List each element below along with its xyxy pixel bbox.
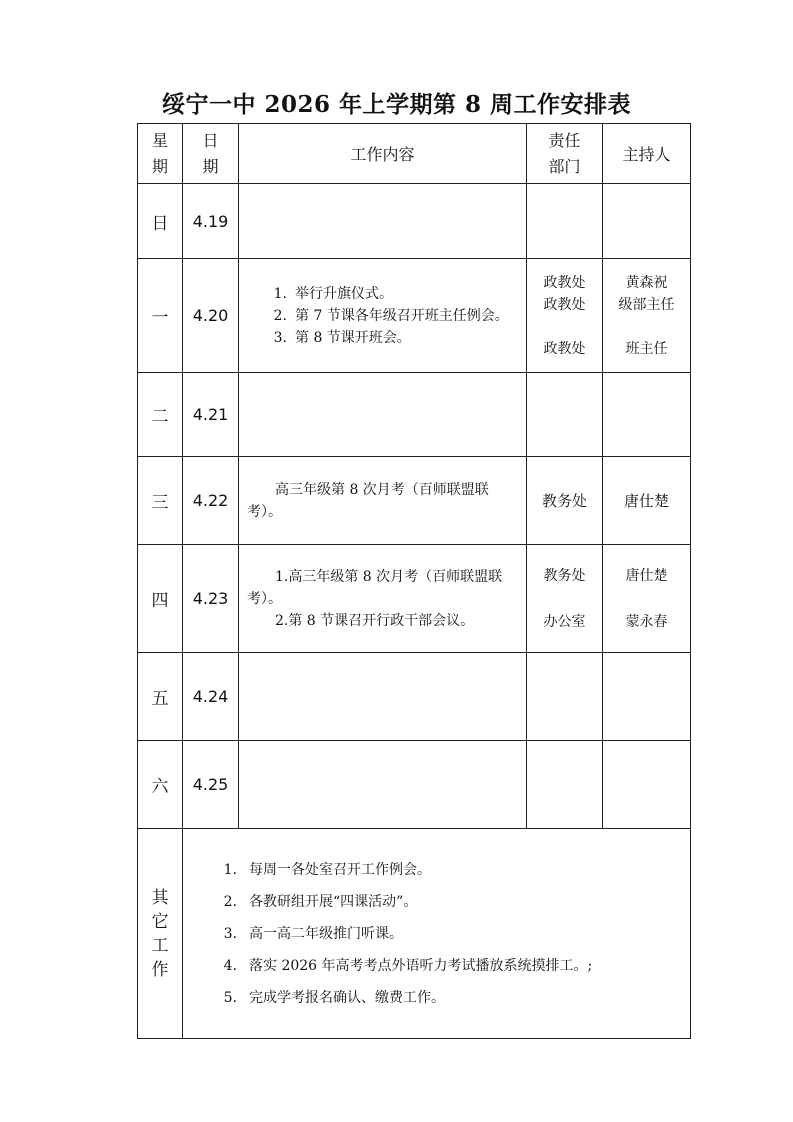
list-item-text: 落实 2026 年高考考点外语听力考试播放系统摸排工。; — [249, 957, 593, 974]
header-content: 工作内容 — [239, 124, 527, 184]
content-cell — [239, 457, 527, 545]
dept-cell — [527, 545, 603, 653]
other-work-label-char: 作 — [151, 959, 169, 980]
week-cell: 六 — [138, 741, 183, 829]
table-row — [138, 184, 691, 259]
content-list — [239, 558, 526, 640]
header-dept-line: 部门 — [548, 156, 581, 176]
dept-cell — [527, 184, 603, 259]
host-cell — [603, 373, 691, 457]
host-cell: 唐仕楚 — [603, 457, 691, 545]
list-item-text: 第 8 节课开班会。 — [295, 329, 411, 346]
header-week-line: 期 — [151, 156, 168, 176]
host-cell — [603, 545, 691, 653]
header-week — [138, 124, 183, 184]
week-cell: 五 — [138, 653, 183, 741]
list-item-number: 2. — [275, 612, 289, 629]
content-cell — [239, 259, 527, 373]
list-item-text: 各教研组开展“四课活动”。 — [249, 893, 418, 910]
table-row — [138, 741, 691, 829]
list-item-text: 高三年级第 8 次月考（百师联盟联考）。 — [247, 481, 489, 520]
dept-cell — [527, 741, 603, 829]
other-work-label — [138, 829, 183, 1039]
table-row — [138, 457, 691, 545]
host-cell — [603, 184, 691, 259]
week-cell: 四 — [138, 545, 183, 653]
date-cell: 4.23 — [183, 545, 239, 653]
content-cell — [239, 373, 527, 457]
date-cell: 4.24 — [183, 653, 239, 741]
list-item — [221, 918, 690, 950]
other-work-row — [138, 829, 691, 1039]
list-item — [247, 283, 518, 305]
list-item — [247, 610, 518, 632]
date-cell: 4.19 — [183, 184, 239, 259]
list-item-number: 5. — [223, 989, 237, 1006]
content-list — [239, 277, 526, 355]
host-line: 级部主任 — [618, 296, 675, 313]
host-line — [603, 588, 690, 610]
dept-cell — [527, 653, 603, 741]
list-item-number: 3. — [223, 925, 237, 942]
dept-line: 政教处 — [543, 296, 586, 313]
header-week-line: 星 — [151, 130, 168, 150]
host-lines — [603, 266, 690, 366]
date-cell: 4.25 — [183, 741, 239, 829]
dept-cell — [527, 373, 603, 457]
host-cell — [603, 259, 691, 373]
dept-line: 政教处 — [543, 340, 586, 357]
dept-cell: 教务处 — [527, 457, 603, 545]
date-cell: 4.21 — [183, 373, 239, 457]
content-cell — [239, 545, 527, 653]
list-item-number: 1. — [275, 568, 289, 585]
list-item-number: 2. — [223, 893, 237, 910]
list-item-number: 3. — [273, 329, 287, 346]
content-cell — [239, 653, 527, 741]
dept-cell — [527, 259, 603, 373]
other-work-content — [183, 829, 691, 1039]
dept-lines — [527, 266, 602, 366]
list-item-text: 完成学考报名确认、缴费工作。 — [249, 989, 445, 1006]
content-cell — [239, 184, 527, 259]
list-item-text: 举行升旗仪式。 — [295, 285, 393, 302]
list-item — [221, 950, 690, 982]
list-item-text: 每周一各处室召开工作例会。 — [249, 861, 431, 878]
host-lines — [603, 558, 690, 640]
content-cell — [239, 741, 527, 829]
week-cell: 二 — [138, 373, 183, 457]
host-line: 班主任 — [625, 340, 668, 357]
table-row — [138, 653, 691, 741]
dept-line: 教务处 — [543, 567, 586, 584]
date-cell: 4.22 — [183, 457, 239, 545]
table-row — [138, 373, 691, 457]
list-item — [247, 327, 518, 349]
list-item — [221, 854, 690, 886]
week-cell: 一 — [138, 259, 183, 373]
header-date-line: 期 — [202, 156, 219, 176]
table-row — [138, 545, 691, 653]
dept-line — [527, 316, 602, 338]
list-item-number: 4. — [223, 957, 237, 974]
date-cell: 4.20 — [183, 259, 239, 373]
list-item — [247, 566, 518, 610]
header-row — [138, 124, 691, 184]
host-cell — [603, 741, 691, 829]
other-work-label-char: 它 — [151, 911, 169, 932]
other-work-label-char: 工 — [151, 935, 169, 956]
dept-lines — [527, 558, 602, 640]
header-date-line: 日 — [202, 130, 219, 150]
list-item-number: 1. — [223, 861, 237, 878]
list-item-text: 高一高二年级推门听课。 — [249, 925, 403, 942]
content-list — [239, 471, 526, 531]
schedule-table — [137, 123, 691, 1039]
dept-line: 政教处 — [543, 274, 586, 291]
page-title: 绥宁一中 2026 年上学期第 8 周工作安排表 — [161, 91, 632, 118]
list-item — [221, 886, 690, 918]
list-item-number: 2. — [273, 307, 287, 324]
table-row — [138, 259, 691, 373]
list-item-text: 第 7 节课各年级召开班主任例会。 — [295, 307, 509, 324]
header-dept-line: 责任 — [548, 130, 581, 150]
other-work-label-char: 其 — [151, 887, 169, 908]
header-date — [183, 124, 239, 184]
week-cell: 日 — [138, 184, 183, 259]
host-line: 黄森祝 — [625, 274, 668, 291]
header-host: 主持人 — [603, 124, 691, 184]
list-item-text: 第 8 节课召开行政干部会议。 — [288, 612, 475, 629]
host-line: 蒙永春 — [625, 613, 668, 630]
week-cell: 三 — [138, 457, 183, 545]
dept-line — [527, 588, 602, 610]
host-line — [603, 316, 690, 338]
header-dept — [527, 124, 603, 184]
host-cell — [603, 653, 691, 741]
dept-line: 办公室 — [543, 613, 586, 630]
host-line: 唐仕楚 — [625, 567, 668, 584]
list-item — [221, 982, 690, 1014]
list-item-number: 1. — [273, 285, 287, 302]
list-item-text: 高三年级第 8 次月考（百师联盟联考）。 — [247, 568, 503, 607]
other-work-list — [183, 834, 690, 1034]
list-item — [247, 305, 518, 327]
